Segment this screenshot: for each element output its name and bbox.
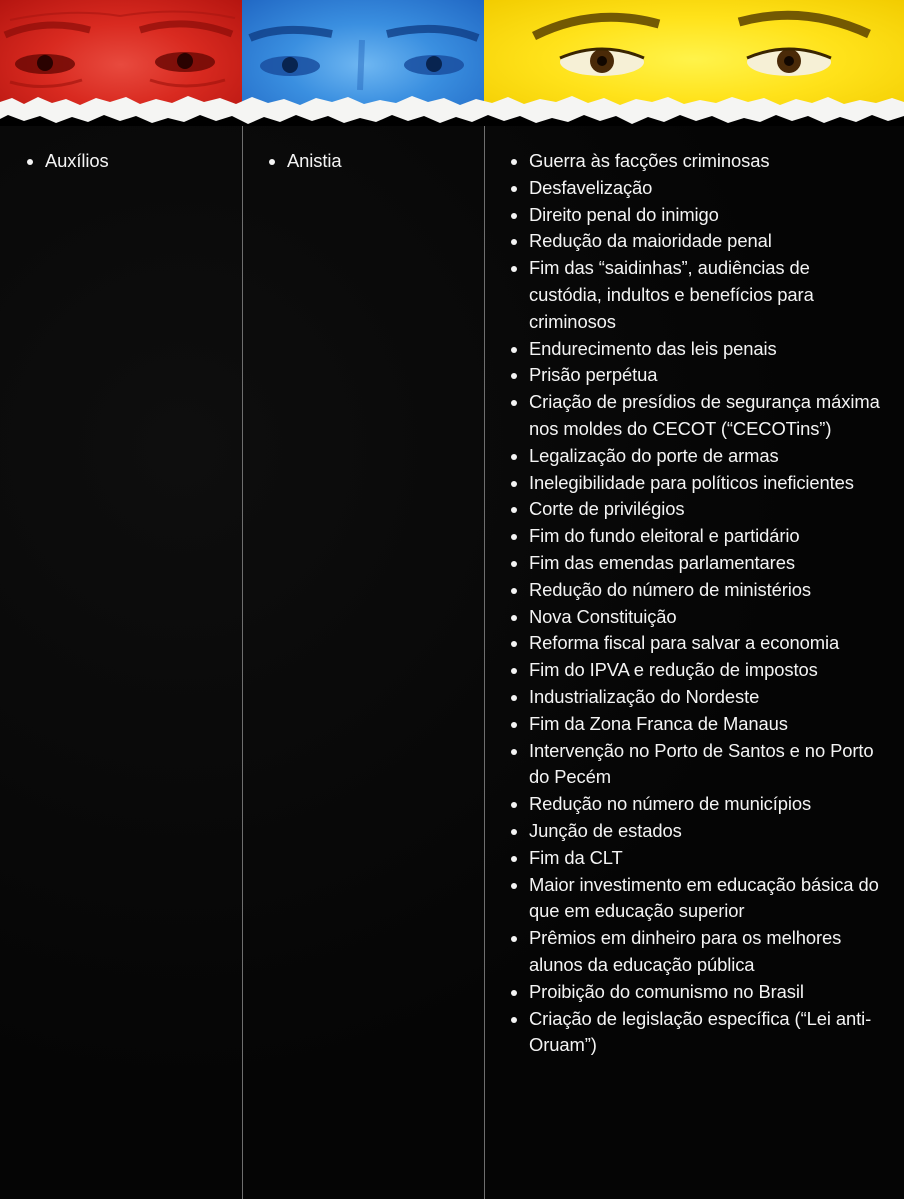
list-item (511, 362, 880, 389)
list-item (511, 470, 880, 497)
bullet-icon (511, 883, 517, 889)
list-item-text: Proibição do comunismo no Brasil (529, 980, 804, 1002)
list-item-text: Legalização do porte de armas (529, 444, 779, 466)
bullet-icon (511, 239, 517, 245)
list-item (511, 443, 880, 470)
list-item (511, 818, 880, 845)
bullet-icon (511, 561, 517, 567)
list-item-text: Corte de privilégios (529, 498, 685, 520)
bullet-icon (511, 695, 517, 701)
bullet-icon (511, 266, 517, 272)
bullet-icon (511, 802, 517, 808)
list-item-text: Redução no número de municípios (529, 793, 812, 815)
list-item (511, 791, 880, 818)
list-item (511, 845, 880, 872)
list-item (511, 577, 880, 604)
bullet-icon (511, 186, 517, 192)
list-item (511, 630, 880, 657)
bullet-list (243, 126, 484, 175)
list-item (511, 1006, 880, 1060)
bullet-icon (511, 400, 517, 406)
list-item (269, 148, 484, 175)
bullet-list (0, 126, 242, 175)
list-item (511, 872, 880, 926)
list-item-text: Anistia (287, 150, 342, 171)
bullet-icon (511, 856, 517, 862)
bullet-icon (511, 588, 517, 594)
list-item-text: Industrialização do Nordeste (529, 685, 760, 707)
column-red (0, 126, 242, 1199)
bullet-icon (511, 507, 517, 513)
column-blue (242, 126, 484, 1199)
bullet-icon (511, 829, 517, 835)
list-item (511, 979, 880, 1006)
list-item-text: Prêmios em dinheiro para os melhores alunos da educação pública (529, 927, 842, 975)
column-yellow (484, 126, 904, 1199)
bullet-icon (511, 347, 517, 353)
bullet-icon (511, 159, 517, 165)
list-item-text: Fim da Zona Franca de Manaus (529, 712, 788, 734)
bullet-icon (511, 1017, 517, 1023)
bullet-icon (511, 615, 517, 621)
bullet-icon (511, 722, 517, 728)
list-item (511, 228, 880, 255)
list-item (511, 684, 880, 711)
bullet-icon (511, 373, 517, 379)
list-item-text: Fim das “saidinhas”, audiências de custódia, indultos e benefícios para criminosos (529, 257, 814, 332)
list-item-text: Fim das emendas parlamentares (529, 551, 795, 573)
bullet-list (485, 126, 904, 1059)
list-item (511, 336, 880, 363)
list-item-text: Inelegibilidade para políticos ineficientes (529, 471, 854, 493)
list-item (511, 925, 880, 979)
bullet-icon (511, 213, 517, 219)
list-item (511, 550, 880, 577)
list-item-text: Prisão perpétua (529, 364, 658, 386)
list-item-text: Nova Constituição (529, 605, 677, 627)
list-item (511, 389, 880, 443)
list-item (511, 202, 880, 229)
list-item-text: Fim da CLT (529, 846, 623, 868)
bullet-icon (511, 990, 517, 996)
list-item-text: Direito penal do inimigo (529, 203, 719, 225)
comparison-columns (0, 126, 904, 1199)
list-item-text: Redução da maioridade penal (529, 230, 772, 252)
bullet-icon (511, 641, 517, 647)
list-item-text: Guerra às facções criminosas (529, 150, 770, 171)
bullet-icon (27, 159, 33, 165)
bullet-icon (511, 481, 517, 487)
list-item-text: Desfavelização (529, 176, 653, 198)
list-item (511, 657, 880, 684)
list-item-text: Criação de presídios de segurança máxima nos moldes do CECOT (“CECOTins”) (529, 391, 880, 439)
list-item (511, 255, 880, 335)
bullet-icon (511, 454, 517, 460)
list-item-text: Redução do número de ministérios (529, 578, 812, 600)
list-item (511, 496, 880, 523)
list-item (511, 711, 880, 738)
list-item-text: Reforma fiscal para salvar a economia (529, 632, 840, 654)
bullet-icon (511, 749, 517, 755)
list-item-text: Intervenção no Porto de Santos e no Porto do Pecém (529, 739, 874, 788)
bullet-icon (511, 936, 517, 942)
list-item (511, 738, 880, 792)
bullet-icon (511, 534, 517, 540)
list-item-text: Criação de legislação específica (“Lei anti-Oruam”) (529, 1007, 872, 1056)
list-item-text: Fim do IPVA e redução de impostos (529, 659, 818, 681)
list-item (27, 148, 242, 175)
list-item-text: Maior investimento em educação básica do que em educação superior (529, 873, 879, 922)
bullet-icon (511, 668, 517, 674)
list-item-text: Endurecimento das leis penais (529, 337, 777, 359)
list-item-text: Auxílios (45, 150, 109, 171)
list-item-text: Fim do fundo eleitoral e partidário (529, 525, 800, 547)
list-item-text: Junção de estados (529, 819, 682, 841)
list-item (511, 523, 880, 550)
list-item (511, 175, 880, 202)
list-item (511, 604, 880, 631)
list-item (511, 148, 880, 175)
bullet-icon (269, 159, 275, 165)
